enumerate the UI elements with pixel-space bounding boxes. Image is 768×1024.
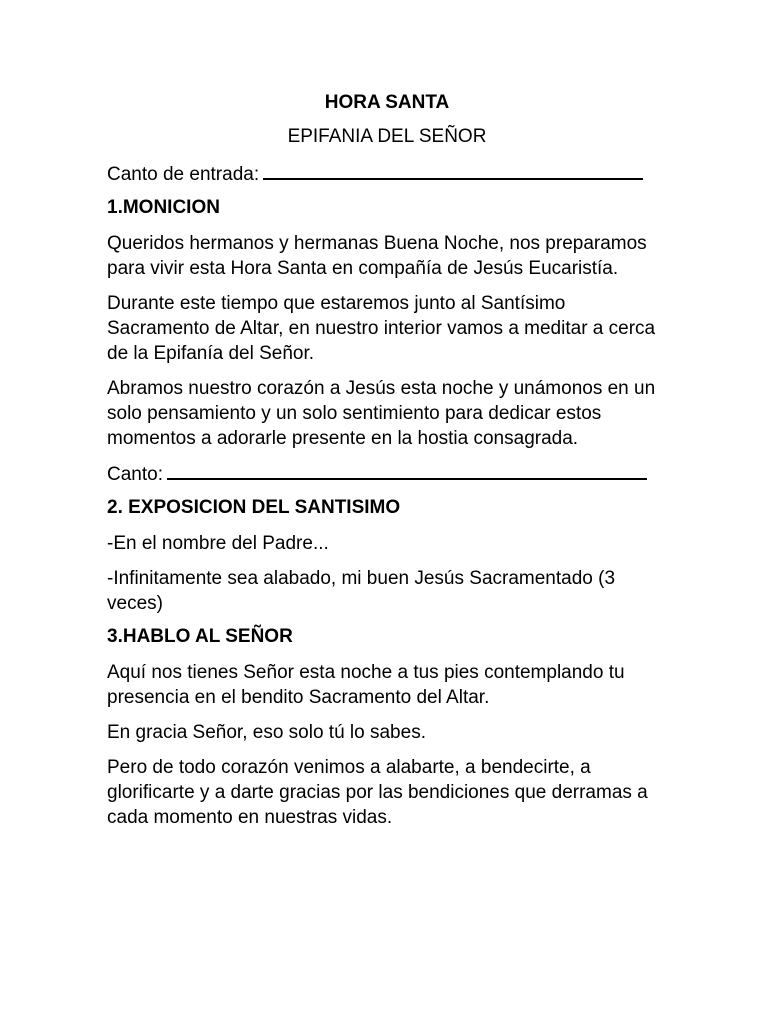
paragraph: Pero de todo corazón venimos a alabarte, a bendecirte, a glorificarte y a darte gracias por las bendiciones que derramas a cada momento en nuestras vidas. xyxy=(107,757,648,828)
canto-entrada-label: Canto de entrada: xyxy=(107,164,260,185)
paragraph: -Infinitamente sea alabado, mi buen Jesús Sacramentado (3 veces) xyxy=(107,568,616,614)
canto-blank xyxy=(167,461,647,480)
canto-entrada-blank xyxy=(263,161,643,180)
paragraph: Durante este tiempo que estaremos junto al Santísimo Sacramento de Altar, en nuestro interior vamos a meditar a cerca de la Epifanía del Señor. xyxy=(107,293,656,364)
canto-entrada-line xyxy=(107,161,667,186)
paragraph: Aquí nos tienes Señor esta noche a tus pies contemplando tu presencia en el bendito Sacramento del Altar. xyxy=(107,662,625,708)
paragraph: Queridos hermanos y hermanas Buena Noche, nos preparamos para vivir esta Hora Santa en compañía de Jesús Eucaristía. xyxy=(107,233,647,279)
paragraph: Abramos nuestro corazón a Jesús esta noche y unámonos en un solo pensamiento y un solo sentimiento para dedicar estos momentos a adorarle presente en la hostia consagrada. xyxy=(107,378,656,449)
section-heading-exposicion: 2. EXPOSICION DEL SANTISIMO xyxy=(107,497,401,518)
section-heading-monicion: 1.MONICION xyxy=(107,197,220,218)
paragraph: En gracia Señor, eso solo tú lo sabes. xyxy=(107,722,426,743)
canto-label: Canto: xyxy=(107,464,163,485)
document-subtitle: EPIFANIA DEL SEÑOR xyxy=(287,126,487,147)
canto-line xyxy=(107,461,667,486)
document-title: HORA SANTA xyxy=(324,92,450,113)
document-page xyxy=(107,92,667,840)
paragraph: -En el nombre del Padre... xyxy=(107,533,329,554)
section-heading-hablo: 3.HABLO AL SEÑOR xyxy=(107,626,293,647)
